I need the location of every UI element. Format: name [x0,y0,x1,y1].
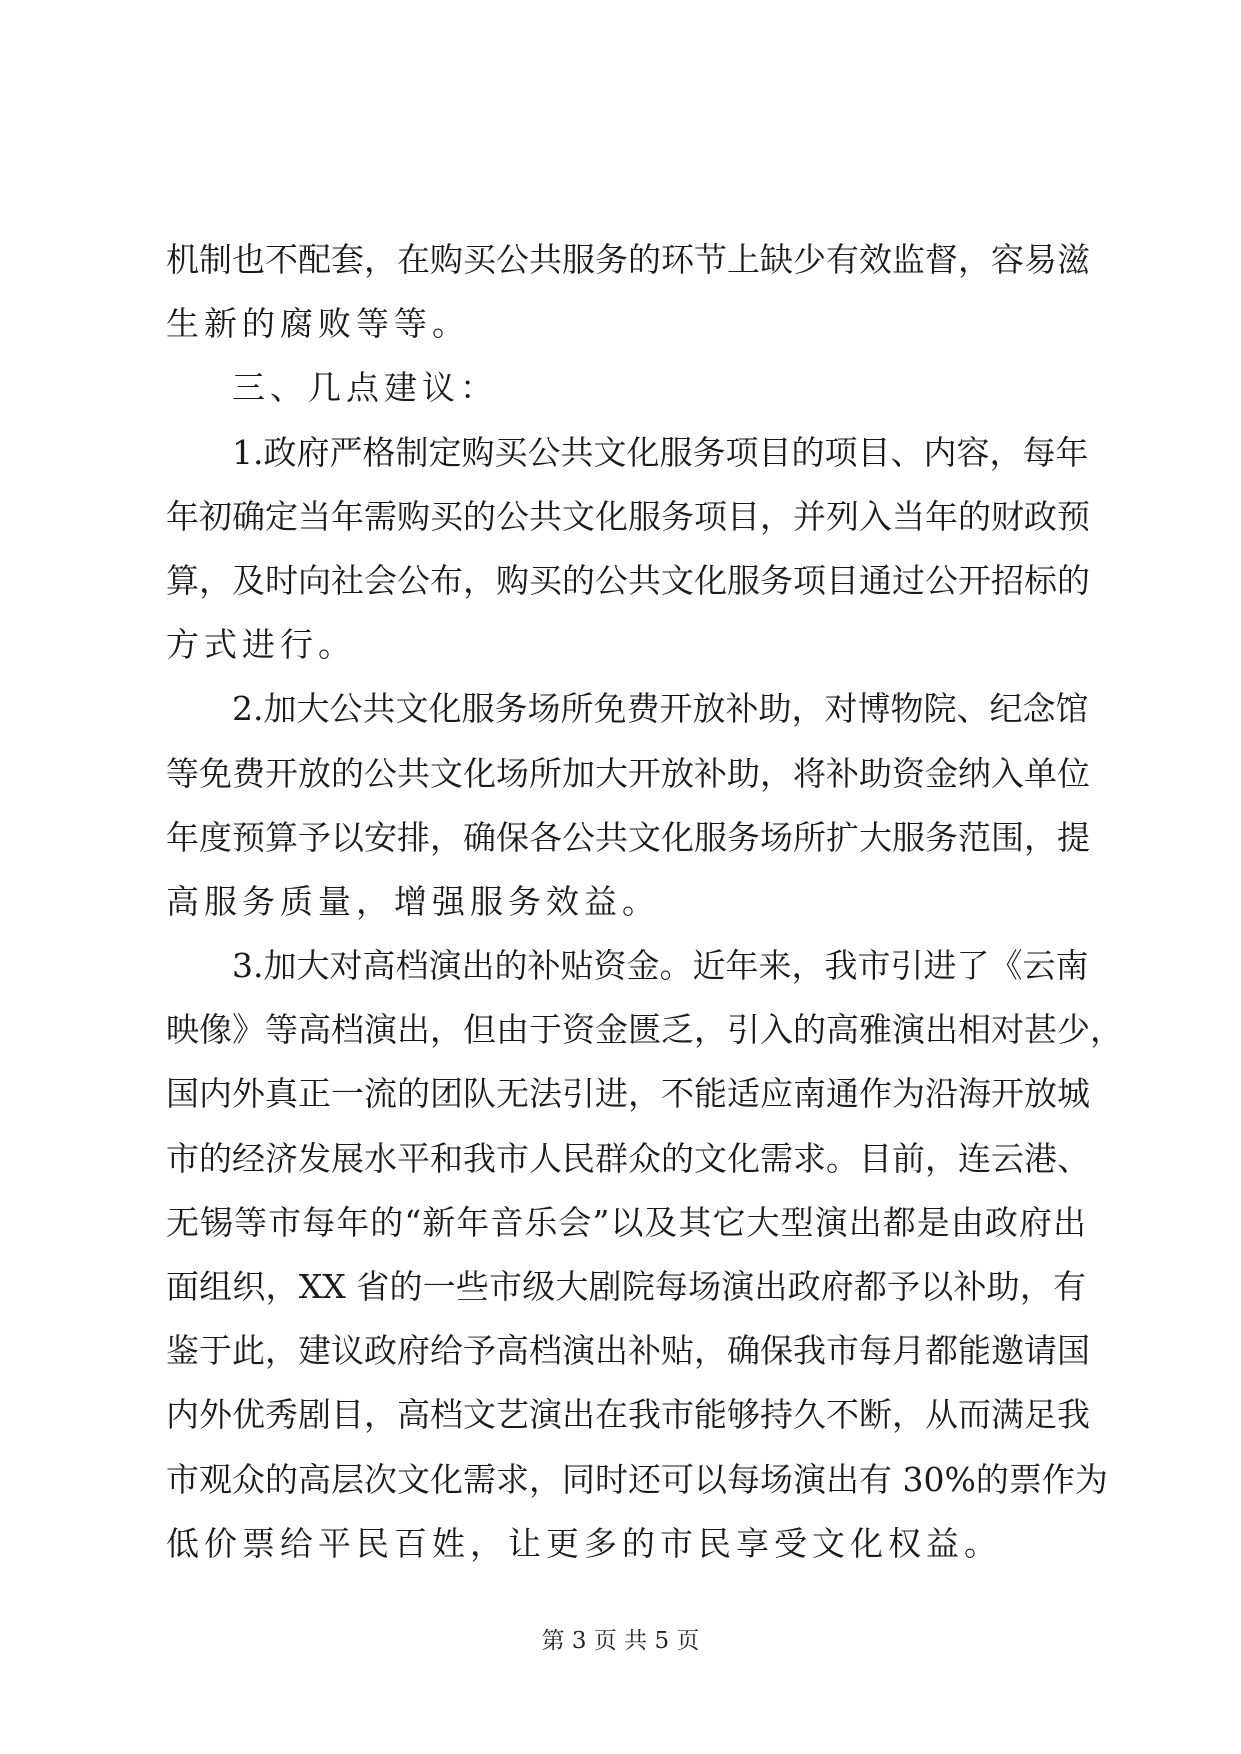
text-line: 年度预算予以安排，确保各公共文化服务场所扩大服务范围，提 [166,817,1090,857]
text-line: 面组织，XX 省的一些市级大剧院每场演出政府都予以补助，有 [166,1267,1086,1306]
text-line: 市观众的高层次文化需求，同时还可以每场演出有 30%的票作为 [166,1459,1108,1499]
text-line: 国内外真正一流的团队无法引进，不能适应南通作为沿海开放城 [166,1074,1090,1114]
text-line: 高服务质量，增强服务效益。 [166,881,660,921]
text-line: 年初确定当年需购买的公共文化服务项目，并列入当年的财政预 [166,496,1090,536]
text-line: 3.加大对高档演出的补贴资金。近年来，我市引进了《云南 [232,946,1089,986]
document-body [166,228,1123,1576]
page-footer: 第 3 页 共 5 页 [541,1628,700,1654]
text-line: 低价票给平民百姓，让更多的市民享受文化权益。 [166,1523,1002,1563]
text-line: 1.政府严格制定购买公共文化服务项目的项目、内容，每年 [232,432,1089,472]
text-line: 映像》等高档演出，但由于资金匮乏，引入的高雅演出相对甚少， [166,1010,1123,1050]
text-line: 等免费开放的公共文化场所加大开放补助，将补助资金纳入单位 [166,753,1090,793]
text-line: 三、几点建议： [232,368,498,408]
text-line: 2.加大公共文化服务场所免费开放补助，对博物院、纪念馆 [232,689,1089,729]
text-line: 机制也不配套，在购买公共服务的环节上缺少有效监督，容易滋 [166,240,1090,279]
text-line: 方式进行。 [166,625,356,665]
text-line: 生新的腐败等等。 [166,304,470,344]
text-line: 市的经济发展水平和我市人民群众的文化需求。目前，连云港、 [166,1138,1090,1178]
text-line: 内外优秀剧目，高档文艺演出在我市能够持久不断，从而满足我 [166,1395,1090,1435]
text-line: 算，及时向社会公布，购买的公共文化服务项目通过公开招标的 [166,560,1090,600]
text-line: 无锡等市每年的“新年音乐会”以及其它大型演出都是由政府出 [166,1202,1086,1242]
text-line: 鉴于此，建议政府给予高档演出补贴，确保我市每月都能邀请国 [166,1331,1090,1371]
